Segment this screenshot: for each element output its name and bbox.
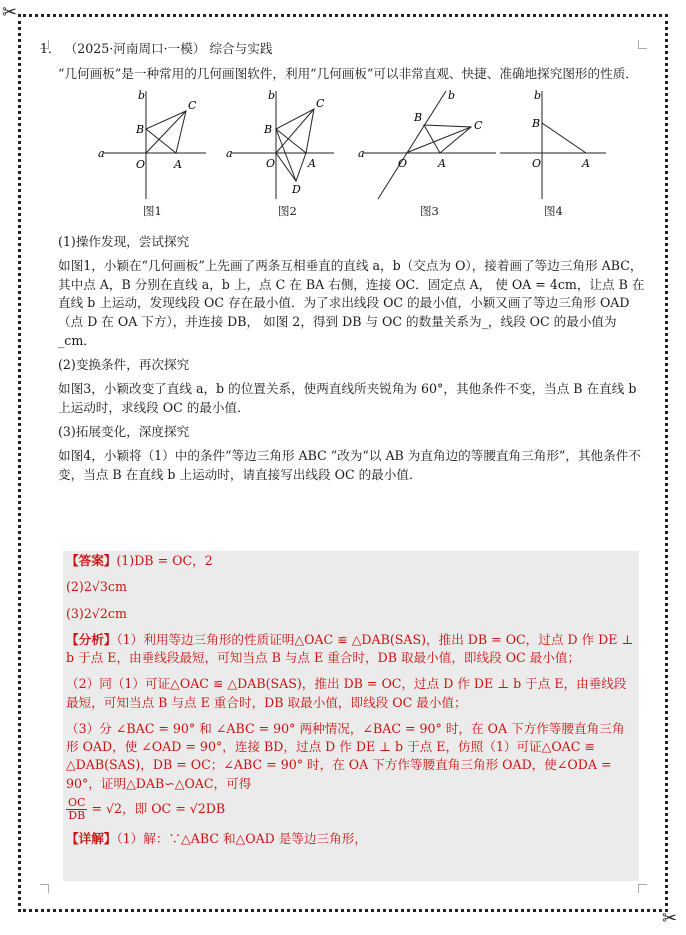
figure-caption: 图1: [143, 203, 162, 218]
fraction-oc-db: [66, 797, 87, 822]
fraction-denominator: DB: [68, 808, 86, 822]
scissors-icon: ✂: [662, 908, 678, 929]
scissors-icon: ✂: [2, 2, 18, 23]
fig-label-C: C: [316, 96, 325, 110]
question-intro: “几何画板”是一种常用的几何画图软件，利用“几何画板”可以非常直观、快捷、准确地探究图形的性质．: [58, 65, 638, 81]
corner-mark: [40, 884, 49, 893]
part1-text: 如图1，小颖在“几何画板”上先画了两条互相垂直的直线 a，b（交点为 O），接着画了等边三角形 ABC，其中点 A，B 分别在直线 a，b 上，点 C 在 BA 右侧，连接 OC．固定点 A， 使 OA = 4cm，让点 B 在直线 b 上运动，发现线段 OC 存在最小值．为了求出线段 OC 的最小值，小颖又画了等边三角形 OAD（点 D 在 OA 下方），并连接 DB， 如图 2，得到 DB 与 OC 的数量关系为_，线段 OC 的最小值为_cm．: [58, 257, 645, 349]
fig-label-b: b: [534, 88, 542, 102]
detail-text: （1）解：∵△ABC 和△OAD 是等边三角形，: [116, 830, 367, 846]
analysis-1-row: [66, 631, 636, 668]
fraction-tail: = √2，即 OC = √2DB: [91, 800, 226, 816]
fig-label-a: a: [226, 146, 233, 160]
fig-label-B: B: [264, 122, 273, 136]
fig-label-b: b: [268, 88, 276, 102]
detail-tag: 【详解】: [66, 830, 117, 846]
fig-label-b: b: [138, 88, 146, 102]
figure-caption: 图4: [544, 203, 563, 218]
part2-text: 如图3，小颖改变了直线 a，b 的位置关系，使两直线所夹锐角为 60°，其他条件不变，当点 B 在直线 b 上运动时，求线段 OC 的最小值．: [58, 381, 637, 415]
fig-label-O: O: [136, 157, 146, 171]
analysis-3: （3）分 ∠BAC = 90° 和 ∠ABC = 90° 两种情况，∠BAC = 90° 时，在 OA 下方作等腰直角三角形 OAD，使 ∠OAD = 90°，连接 BD，过点 D 作 DE ⊥ b 于点 E，仿照（1）可证△OAC ≌ △DAB(SAS)，DB = OC；∠ABC = 90° 时，在 OA 下方作等腰直角三角形 OAD，使∠ODA = 90°，证明△DAB∽△OAC，可得: [66, 720, 625, 791]
fig-label-B: B: [136, 122, 145, 136]
answer-3: (3)2√2cm: [66, 605, 127, 621]
fig-label-C: C: [188, 98, 197, 112]
answer-2: (2)2√3cm: [66, 579, 127, 595]
analysis-1: （1）利用等边三角形的性质证明△OAC ≌ △DAB(SAS)，推出 DB = OC，过点 D 作 DE ⊥ b 于点 E，由垂线段最短，可知当点 B 与点 E 重合时，DB 取最小值，即线段 OC 最小值；: [66, 631, 634, 665]
fig-label-C: C: [474, 118, 483, 132]
part1-title: (1)操作发现，尝试探究: [58, 233, 190, 249]
fig-label-A: A: [308, 156, 316, 170]
question-header: [40, 40, 648, 59]
question-number: 1．: [40, 41, 61, 56]
question-source: （2025·河南周口·一模）: [64, 41, 206, 56]
answer-1: (1)DB = OC，2: [116, 553, 213, 568]
fig-label-a: a: [358, 146, 365, 160]
fig-label-O: O: [266, 156, 276, 170]
figure-caption: 图3: [420, 203, 439, 218]
fig-label-A: A: [582, 156, 590, 170]
fig-label-B: B: [532, 116, 541, 130]
answer-line-1: [66, 552, 636, 570]
figure-caption: 图2: [278, 203, 297, 218]
fig-label-D: D: [292, 182, 301, 196]
part3-text: 如图4，小颖将（1）中的条件“等边三角形 ABC ”改为“以 AB 为直角边的等腰直角三角形”，其他条件不变，当点 B 在直线 b 上运动时，请直接写出线段 OC 的最小值．: [58, 447, 641, 482]
answer-content: [66, 552, 636, 856]
figure-3: [358, 88, 498, 218]
analysis-3-row: [66, 720, 636, 822]
part3-title: (3)拓展变化，深度探究: [58, 423, 190, 439]
fig-label-O: O: [532, 156, 542, 170]
answer-tag: 【答案】: [66, 553, 117, 568]
fraction-numerator: OC: [68, 795, 86, 809]
fig-label-B: B: [414, 110, 423, 124]
fig-label-b: b: [448, 88, 456, 102]
analysis-tag: 【分析】: [66, 631, 117, 647]
analysis-2: （2）同（1）可证△OAC ≌ △DAB(SAS)，推出 DB = OC，过点 D 作 DE ⊥ b 于点 E，由垂线段最短，可知当点 B 与点 E 重合时，DB 取最小值，即线段 OC 最小值；: [66, 676, 627, 710]
question-title: 综合与实践: [209, 41, 273, 56]
figure-1: [98, 88, 208, 218]
figure-row: [58, 89, 648, 229]
detail-row: [66, 830, 636, 848]
fig-label-A: A: [174, 157, 182, 171]
fig-label-A: A: [438, 156, 446, 170]
part2-title: (2)变换条件，再次探究: [58, 357, 190, 373]
fig-label-O: O: [398, 156, 408, 170]
question-body: [40, 40, 648, 489]
analysis-fraction-row: [66, 797, 636, 822]
fig-label-a: a: [98, 146, 105, 160]
figure-4: [498, 88, 608, 218]
corner-mark: [638, 884, 647, 893]
figure-2: [226, 88, 336, 218]
